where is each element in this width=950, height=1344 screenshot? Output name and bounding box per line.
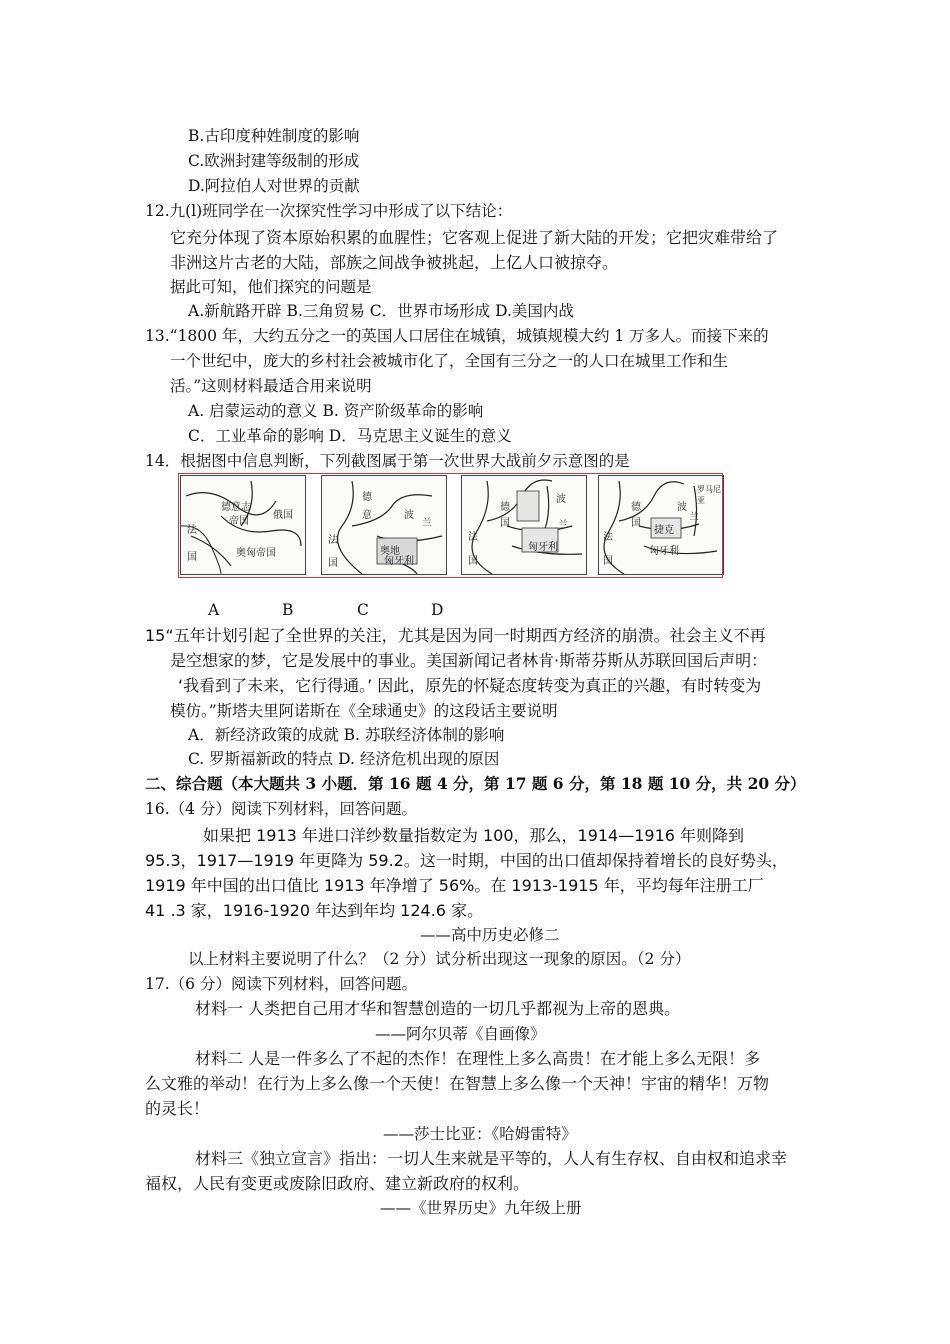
map-b-label: 法	[328, 535, 338, 546]
q17-material2-source: ——莎士比亚：《哈姆雷特》	[383, 1125, 577, 1143]
q15-line4: 模仿。”斯塔夫里阿诺斯在《全球通史》的这段话主要说明	[170, 702, 558, 720]
map-a-label: 俄国	[273, 510, 293, 521]
map-d-label: 国	[631, 518, 641, 529]
q17-material3-source: ——《世界历史》九年级上册	[380, 1199, 582, 1217]
map-a-label: 国	[187, 552, 197, 563]
q13-options-line2: C．工业革命的影响 D．马克思主义诞生的意义	[188, 427, 512, 445]
map-b-label: 国	[328, 558, 338, 569]
q15-line2: 是空想家的梦，它是发展中的事业。美国新闻记者林肯·斯蒂芬斯从苏联回国后声明：	[170, 651, 768, 670]
q17-material1-source: ——阿尔贝蒂《自画像》	[375, 1025, 546, 1043]
q16-stem: 16.（4 分）阅读下列材料，回答问题。	[145, 800, 417, 818]
map-c-label: 国	[468, 556, 478, 567]
section-2-heading: 二、综合题（本大题共 3 小题．第 16 题 4 分，第 17 题 6 分，第 18 题 10 分，共 20 分）	[145, 774, 806, 793]
q16-question: 以上材料主要说明了什么？（2 分）试分析出现这一现象的原因。（2 分）	[188, 950, 691, 968]
map-b-label: 奥地	[380, 546, 400, 557]
q11-option-b: B.古印度种姓制度的影响	[188, 127, 360, 145]
q14-stem: 14．根据图中信息判断，下列截图属于第一次世界大战前夕示意图的是	[145, 452, 630, 470]
q11-option-d: D.阿拉伯人对世界的贡献	[188, 177, 360, 195]
q14-choice-a: A	[208, 601, 220, 619]
map-b-label: 匈牙利	[384, 556, 414, 567]
map-c-label: 法	[468, 532, 478, 543]
map-c-label: 德	[500, 502, 510, 513]
q11-option-c: C.欧洲封建等级制的形成	[188, 152, 360, 170]
q12-options: A.新航路开辟 B.三角贸易 C．世界市场形成 D.美国内战	[188, 302, 574, 320]
q13-line3: 活。”这则材料最适合用来说明	[170, 377, 372, 395]
q15-options-line2: C. 罗斯福新政的特点 D. 经济危机出现的原因	[188, 750, 500, 768]
map-b-label: 意	[362, 510, 372, 521]
map-c-label: 国	[500, 518, 510, 529]
map-b-label: 兰	[422, 518, 432, 529]
q17-stem: 17.（6 分）阅读下列材料，回答问题。	[145, 975, 417, 993]
q12-stem: 12.九(l)班同学在一次探究性学习中形成了以下结论：	[145, 202, 513, 220]
q17-material3-line2: 福权，人民有变更或废除旧政府、建立新政府的权利。	[145, 1174, 530, 1193]
q16-material-line4: 41 .3 家，1916-1920 年达到年均 124.6 家。	[145, 901, 484, 920]
q13-options-line1: A. 启蒙运动的意义 B. 资产阶级革命的影响	[188, 402, 484, 420]
map-strip-frame	[178, 473, 723, 578]
q16-source: ——高中历史必修二	[420, 926, 560, 944]
q13-line1: 13.“1800 年，大约五分之一的英国人口居住在城镇，城镇规模大约 1 万多人。而接下来的	[145, 327, 769, 345]
map-c-label: 兰	[558, 520, 568, 531]
q15-line1: 15“五年计划引起了全世界的关注，尤其是因为同一时期西方经济的崩溃。社会主义不再	[145, 626, 766, 645]
q14-map-strip	[178, 473, 723, 578]
q16-material-line1: 如果把 1913 年进口洋纱数量指数定为 100，那么，1914—1916 年则降到	[203, 826, 745, 845]
map-d-label: 兰	[689, 512, 699, 523]
map-c-label: 波	[556, 494, 566, 505]
q17-material2-line2: 么文雅的举动！在行为上多么像一个天使！在智慧上多么像一个天神！宇宙的精华！万物	[145, 1074, 770, 1093]
q12-quote-line2: 非洲这片古老的大陆，部族之间战争被挑起，上亿人口被掠夺。	[170, 253, 619, 272]
map-d-label: 波	[677, 502, 687, 513]
q14-choice-c: C	[357, 601, 369, 619]
map-a-label: 奥匈帝国	[236, 548, 276, 559]
q12-prompt: 据此可知，他们探究的问题是	[170, 278, 372, 296]
q16-material-line2: 95.3，1917—1919 年更降为 59.2。这一时期，中国的出口值却保持着增长的良好势头，	[145, 851, 788, 870]
map-c-label: 匈牙利	[528, 542, 558, 553]
map-b-label: 德	[362, 492, 372, 503]
map-d-label: 匈牙利	[649, 546, 679, 557]
q15-options-line1: A．新经济政策的成就 B. 苏联经济体制的影响	[188, 726, 505, 744]
map-d-label: 罗马尼亚	[697, 485, 721, 505]
map-a-label: 德意志	[221, 502, 251, 513]
map-d-label: 捷克	[654, 525, 674, 536]
q15-line3: ‘我看到了未来，它行得通。’ 因此，原先的怀疑态度转变为真正的兴趣，有时转变为	[178, 676, 762, 695]
q14-choice-b: B	[282, 601, 294, 619]
map-d-label: 德	[631, 502, 641, 513]
q17-material2-line1: 材料二 人是一件多么了不起的杰作！在理性上多么高贵！在才能上多么无限！多	[195, 1049, 761, 1068]
q17-material3-line1: 材料三《独立宣言》指出：一切人生来就是平等的，人人有生存权、自由权和追求幸	[195, 1149, 788, 1168]
map-b-label: 波	[404, 510, 414, 521]
map-d-label: 法	[603, 532, 613, 543]
q17-material2-line3: 的灵长！	[145, 1099, 210, 1118]
q13-line2: 一个世纪中，庞大的乡村社会被城市化了，全国有三分之一的人口在城里工作和生	[170, 352, 729, 370]
map-d-label: 国	[603, 556, 613, 567]
q17-material1: 材料一 人类把自己用才华和智慧创造的一切几乎都视为上帝的恩典。	[195, 999, 681, 1018]
q16-material-line3: 1919 年中国的出口值比 1913 年净增了 56%。在 1913-1915 年，平均每年注册工厂	[145, 876, 764, 895]
map-a-label: 帝国	[229, 516, 249, 527]
map-a-label: 法	[187, 525, 197, 536]
q14-choice-d: D	[431, 601, 444, 619]
q12-quote-line1: 它充分体现了资本原始积累的血腥性；它客观上促进了新大陆的开发；它把灾难带给了	[170, 228, 779, 247]
